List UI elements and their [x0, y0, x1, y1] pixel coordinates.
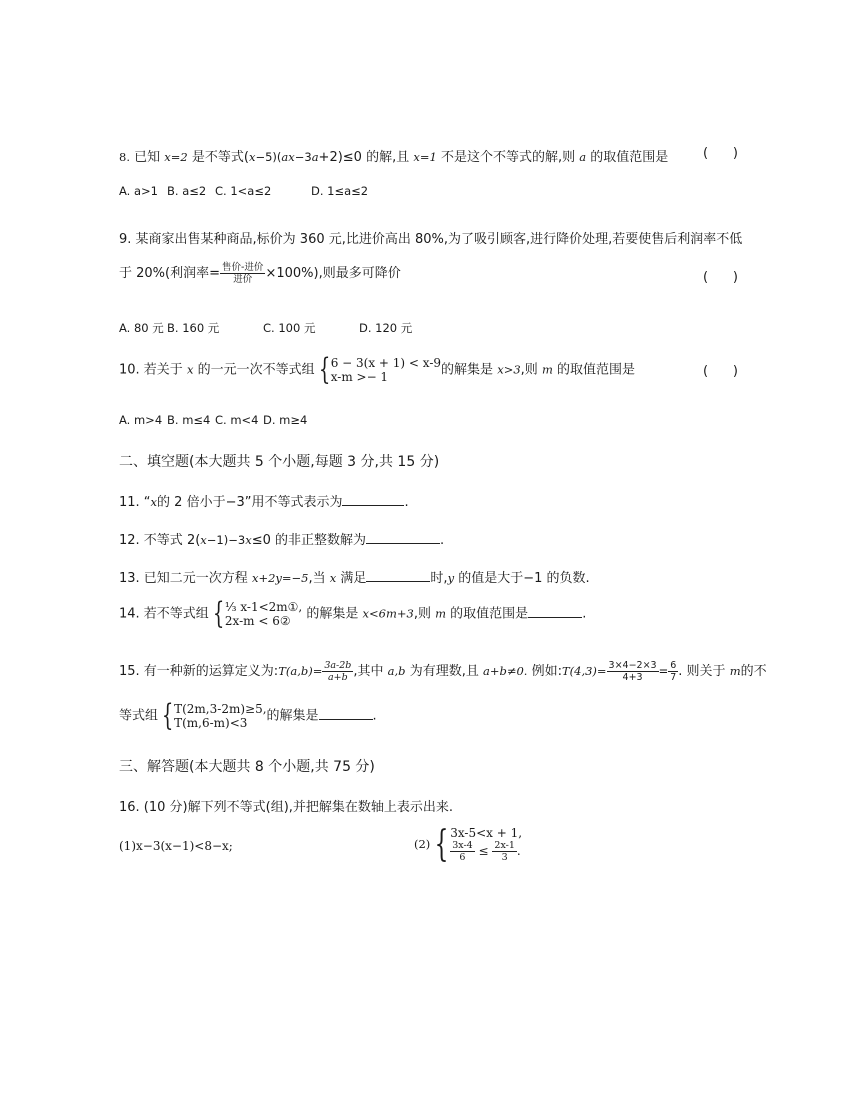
profit-rate-denominator: 进价 — [233, 274, 253, 285]
q10-post-3: 的取值范围是 — [556, 362, 635, 378]
q15-var-m: m — [729, 664, 741, 678]
q15-definition: T(a,b)= — [278, 664, 323, 678]
q15-def-fraction — [322, 660, 353, 683]
q14-condition: x<6m+3 — [362, 606, 414, 621]
q8-option-b[interactable]: B. a≤2 — [167, 184, 207, 198]
q16-part-1: (1)x−3(x−1)<8−x; — [119, 839, 233, 853]
q10-post-1: 的解集是 — [441, 362, 494, 378]
q10-option-c[interactable]: C. m<4 — [215, 413, 259, 427]
q10-mid: 的一元一次不等式组 — [197, 362, 315, 378]
q15-system-row-2: T(m,6-m)<3 — [174, 716, 248, 730]
question-11 — [119, 491, 409, 510]
q16-frac-2 — [492, 840, 517, 863]
q10-var-m: m — [541, 362, 553, 377]
q15-def-numerator: 3a-2b — [324, 660, 352, 671]
q9-options — [119, 320, 412, 336]
q15-line2-post: 的解集是 — [266, 708, 319, 724]
q10-inequality-system — [315, 352, 442, 387]
q10-var-x: x — [186, 362, 194, 377]
q15-result-numerator: 6 — [670, 660, 677, 671]
q8-text-5: +2)≤0 的解,且 — [318, 150, 410, 165]
question-15-line-2 — [119, 698, 377, 733]
q9-option-c[interactable]: C. 100 元 — [263, 321, 316, 335]
q8-math-6: a — [579, 150, 587, 164]
q14-pre: 14. 若不等式组 — [119, 606, 209, 622]
q10-system-row-2: x-m >− 1 — [330, 370, 389, 384]
section-2-heading: 二、填空题(本大题共 5 个小题,每题 3 分,共 15 分) — [119, 454, 440, 470]
q16-inequality-system — [430, 823, 523, 865]
q15-mid: ,其中 — [353, 664, 384, 679]
q15-vars: a,b — [387, 664, 406, 678]
q10-options — [119, 413, 307, 427]
q9-line-1: 9. 某商家出售某种商品,标价为 360 元,比进价高出 80%,为了吸引顾客,进行降价处理,若要使售后利润率不低 — [119, 232, 743, 247]
q9-pre: 于 20%(利润率= — [119, 266, 220, 281]
q8-text-6: 不是这个不等式的解,则 — [440, 150, 576, 165]
q15-condition: a+b≠0. — [482, 664, 528, 678]
q11-end: . — [404, 495, 409, 510]
q9-option-a[interactable]: A. 80 元 — [119, 321, 164, 335]
q16-system-row-1: 3x-5<x + 1, — [450, 826, 523, 840]
q8-answer-paren[interactable]: ( ) — [703, 146, 738, 161]
q16-brace: { — [434, 823, 449, 865]
q10-system-row-1: 6 − 3(x + 1) < x-9 — [330, 356, 442, 370]
question-15-line-1 — [119, 660, 767, 683]
q10-post-2: ,则 — [520, 362, 538, 378]
q9-answer-paren[interactable]: ( ) — [703, 270, 738, 285]
q8-option-a[interactable]: A. a>1 — [119, 184, 158, 198]
q10-option-b[interactable]: B. m≤4 — [167, 413, 211, 427]
q8-options — [119, 184, 368, 198]
q16-part-2 — [414, 823, 523, 865]
q13-post: 的值是大于−1 的负数. — [458, 571, 590, 586]
q15-post: 的不 — [740, 664, 767, 679]
q15-mid-2: 为有理数,且 — [409, 664, 479, 679]
q12-end: . — [440, 533, 445, 548]
question-8 — [119, 146, 668, 165]
q16-frac-1-num: 3x-4 — [452, 840, 473, 851]
q8-math-1: x=2 — [164, 150, 188, 164]
q8-math-4: a — [311, 150, 319, 164]
q15-mid-4: . 则关于 — [678, 664, 726, 679]
q15-end: . — [372, 708, 377, 724]
q8-option-d[interactable]: D. 1≤a≤2 — [311, 184, 369, 198]
q13-mid: ,当 — [308, 571, 326, 586]
q12-mid: −1)−3 — [206, 533, 246, 547]
q14-brace: { — [212, 596, 225, 631]
q12-post: ≤0 的非正整数解为 — [251, 533, 366, 548]
q15-example-fraction — [607, 660, 659, 683]
q16-frac-1 — [450, 840, 475, 863]
profit-rate-numerator: 售价-进价 — [222, 262, 264, 273]
q11-post: 的 2 倍小于−3”用不等式表示为 — [157, 495, 343, 510]
q11-pre: 11. “ — [119, 495, 151, 510]
q15-example: T(4,3)= — [561, 664, 607, 678]
q10-condition: x>3 — [497, 362, 521, 377]
q8-text-1: 已知 — [134, 150, 161, 165]
q14-system-row-2: 2x-m < 6② — [224, 614, 291, 628]
q14-answer-blank[interactable] — [528, 605, 582, 618]
q10-brace: { — [318, 352, 330, 387]
q8-math-3: ax — [281, 150, 295, 164]
question-14 — [119, 596, 587, 631]
question-16-title: 16. (10 分)解下列不等式(组),并把解集在数轴上表示出来. — [119, 800, 454, 815]
q12-var-x: x — [200, 533, 207, 547]
q15-example-denominator: 4+3 — [622, 672, 643, 683]
q9-line-2 — [119, 262, 401, 285]
section-3-heading: 三、解答题(本大题共 8 个小题,共 75 分) — [119, 759, 375, 775]
q16-frac-2-num: 2x-1 — [494, 840, 515, 851]
q8-text-3: −5)( — [255, 150, 282, 164]
q12-var-x2: x — [245, 533, 252, 547]
q9-option-b[interactable]: B. 160 元 — [167, 321, 220, 335]
q13-answer-blank[interactable] — [366, 569, 430, 582]
q12-pre: 12. 不等式 2( — [119, 533, 201, 548]
q16-part-2-label: (2) — [414, 837, 431, 851]
q8-number: 8. — [119, 150, 130, 164]
q9-option-d[interactable]: D. 120 元 — [359, 321, 413, 335]
q15-answer-blank[interactable] — [319, 707, 373, 720]
q13-var-y: y — [447, 571, 455, 585]
q11-answer-blank[interactable] — [342, 493, 404, 506]
q14-var-m: m — [435, 606, 447, 621]
q12-answer-blank[interactable] — [366, 531, 440, 544]
q16-leq: ≤ — [478, 844, 489, 858]
q15-def-denominator: a+b — [328, 672, 348, 683]
q14-post-2: ,则 — [413, 606, 431, 622]
q15-result-fraction — [668, 660, 678, 683]
q8-text-4: −3 — [294, 150, 312, 164]
q14-end: . — [582, 606, 587, 622]
q16-row2-end: . — [516, 844, 521, 858]
q15-system-row-1: T(2m,3-2m)≥5, — [174, 702, 267, 716]
q14-post-1: 的解集是 — [306, 606, 359, 622]
q16-frac-1-den: 6 — [459, 852, 466, 863]
question-10 — [119, 352, 635, 387]
q15-inequality-system — [158, 698, 267, 733]
q8-math-2: x — [248, 150, 256, 164]
question-12 — [119, 529, 444, 548]
q15-pre: 15. 有一种新的运算定义为: — [119, 664, 279, 679]
q16-system-row-2 — [450, 840, 522, 863]
q11-var-x: x — [150, 495, 158, 509]
q13-pre: 13. 已知二元一次方程 — [119, 571, 248, 586]
q8-text-7: 的取值范围是 — [590, 150, 669, 165]
q15-mid-3: 例如: — [531, 664, 562, 679]
question-13 — [119, 567, 590, 586]
q15-brace: { — [161, 698, 174, 733]
q8-option-c[interactable]: C. 1<a≤2 — [215, 184, 272, 198]
q15-equals: = — [658, 664, 669, 678]
q9-post: ×100%),则最多可降价 — [265, 266, 401, 281]
q14-post-3: 的取值范围是 — [450, 606, 529, 622]
profit-rate-fraction — [220, 262, 265, 285]
q10-answer-paren[interactable]: ( ) — [703, 364, 738, 379]
q8-text-2: 是不等式( — [191, 150, 249, 165]
q14-system-row-1: ⅓ x-1<2m①, — [224, 600, 303, 614]
q15-result-denominator: 7 — [670, 672, 677, 683]
q13-mid-3: 时, — [430, 571, 448, 586]
q10-option-a[interactable]: A. m>4 — [119, 413, 163, 427]
q13-equation: x+2y=−5 — [251, 571, 309, 585]
q13-var-x: x — [329, 571, 337, 585]
q10-option-d[interactable]: D. m≥4 — [263, 413, 308, 427]
q15-example-numerator: 3×4−2×3 — [608, 660, 657, 671]
q13-mid-2: 满足 — [340, 571, 367, 586]
q16-frac-2-den: 3 — [501, 852, 508, 863]
q15-line2-pre: 等式组 — [119, 708, 159, 724]
q10-pre: 10. 若关于 — [119, 362, 183, 378]
q8-math-5: x=1 — [413, 150, 437, 164]
q14-inequality-system — [209, 596, 303, 631]
